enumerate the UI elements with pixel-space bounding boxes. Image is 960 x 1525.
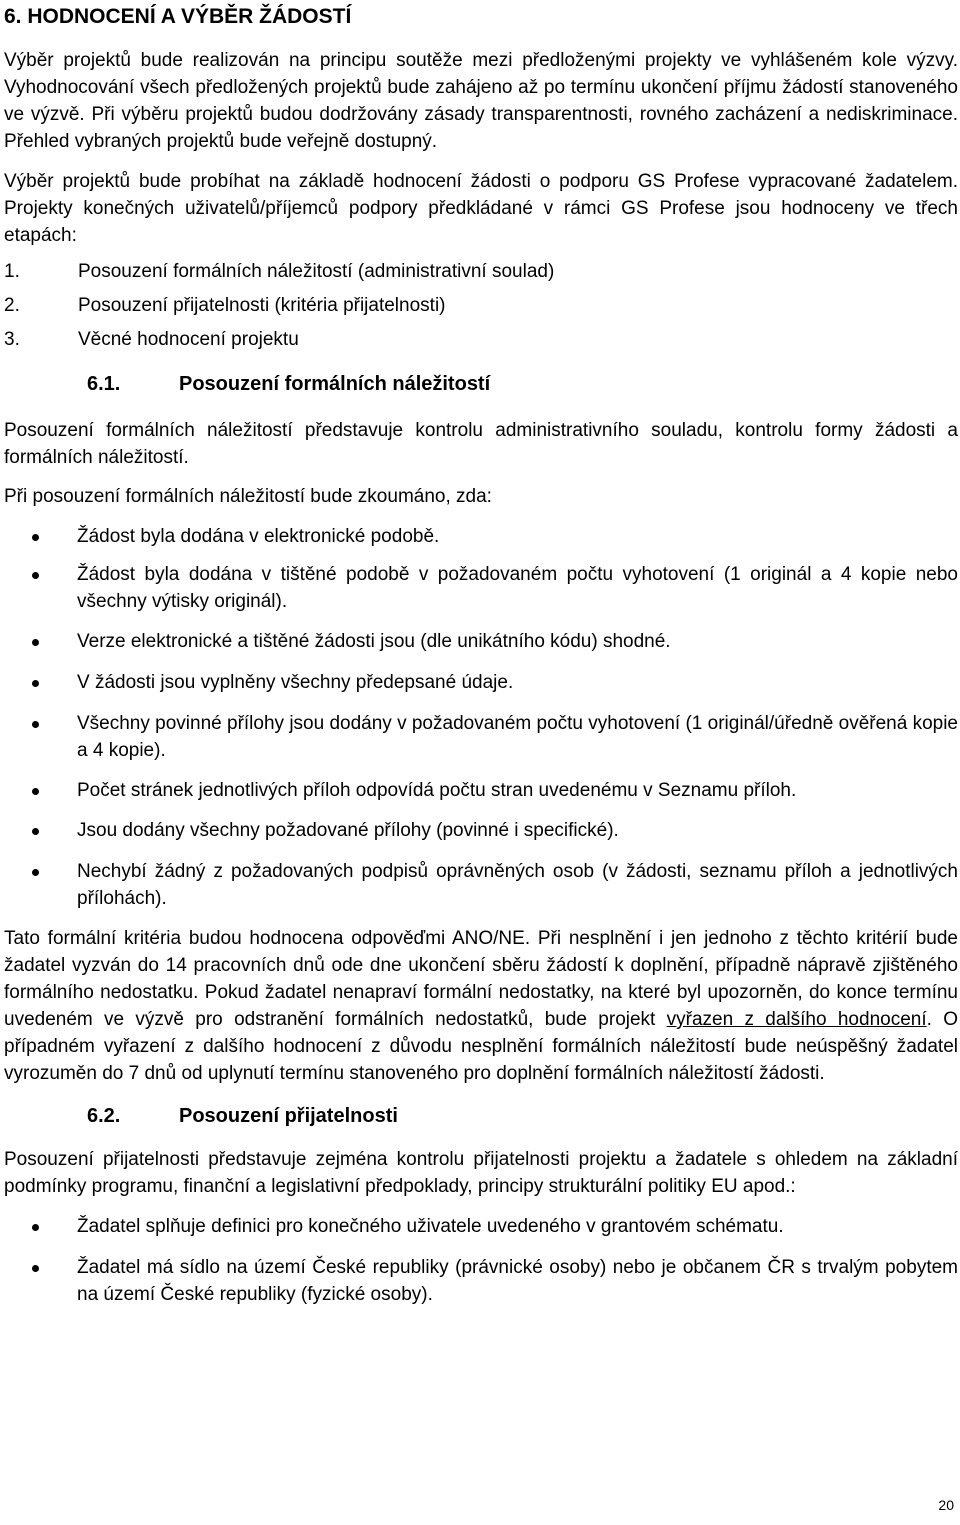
bullet-icon (32, 572, 39, 579)
bullet-icon (32, 639, 39, 646)
stage-number: 1. (4, 261, 20, 282)
bullet-icon (32, 869, 39, 876)
list-item: Všechny povinné přílohy jsou dodány v požadovaném počtu vyhotovení (1 originál/úředně ověřená kopie a 4 kopie). (4, 710, 958, 764)
formal-criteria-list (4, 523, 958, 912)
section-number: 6.2. (87, 1105, 121, 1127)
bullet-icon (32, 680, 39, 687)
document-page (4, 0, 958, 1308)
list-item: Počet stránek jednotlivých příloh odpovídá počtu stran uvedenému v Seznamu příloh. (4, 777, 958, 804)
stages-list (4, 255, 958, 357)
stage-item (4, 289, 958, 323)
page-number: 20 (938, 1497, 954, 1513)
stage-item (4, 255, 958, 289)
list-item: Žadatel splňuje definici pro konečného uživatele uvedeného v grantovém schématu. (4, 1213, 958, 1240)
stage-item (4, 323, 958, 357)
bullet-icon (32, 788, 39, 795)
section-6-1-para1: Posouzení formálních náležitostí představuje kontrolu administrativního souladu, kontrolu formy žádosti a formálních náležitostí. (4, 420, 958, 468)
section-6-2-para1: Posouzení přijatelnosti představuje zejména kontrolu přijatelnosti projektu a žadatele s ohledem na základní podmínky programu, finanční a legislativní předpoklady, principy strukturální politiky EU apod.: (4, 1149, 958, 1197)
selection-paragraph: Výběr projektů bude probíhat na základě hodnocení žádosti o podporu GS Profese vypracované žadatelem. Projekty konečných uživatelů/příjemců podpory předkládané v rámci GS Profese jsou hodnoceny ve třech etapách: (4, 171, 958, 246)
stage-text: Posouzení formálních náležitostí (administrativní soulad) (78, 261, 555, 282)
list-item: Verze elektronické a tištěné žádosti jsou (dle unikátního kódu) shodné. (4, 628, 958, 655)
list-item: Jsou dodány všechny požadované přílohy (povinné i specifické). (4, 817, 958, 844)
stage-text: Posouzení přijatelnosti (kritéria přijatelnosti) (78, 295, 446, 316)
stage-number: 3. (4, 329, 20, 350)
list-item: Žádost byla dodána v elektronické podobě. (4, 523, 958, 550)
stage-text: Věcné hodnocení projektu (78, 329, 299, 350)
chapter-heading: 6. HODNOCENÍ A VÝBĚR ŽÁDOSTÍ (4, 5, 352, 28)
section-title: Posouzení formálních náležitostí (179, 373, 491, 395)
section-number: 6.1. (87, 373, 121, 395)
section-6-1-heading (4, 371, 958, 397)
section-6-2-heading (4, 1103, 958, 1129)
section-title: Posouzení přijatelnosti (179, 1105, 398, 1127)
intro-paragraph: Výběr projektů bude realizován na principu soutěže mezi předloženými projekty ve vyhlášeném kole výzvy. Vyhodnocování všech předložených projektů bude zahájeno až po termínu ukončení příjmu žádostí stanoveného ve výzvě. Při výběru projektů budou dodržovány zásady transparentnosti, rovného zacházení a nediskriminace. Přehled vybraných projektů bude veřejně dostupný. (4, 50, 958, 152)
list-item: Žadatel má sídlo na území České republiky (právnické osoby) nebo je občanem ČR s trvalým pobytem na území České republiky (fyzické osoby). (4, 1254, 958, 1308)
bullet-icon (32, 1265, 39, 1272)
bullet-icon (32, 1224, 39, 1231)
list-item: V žádosti jsou vyplněny všechny předepsané údaje. (4, 669, 958, 696)
eligibility-list (4, 1213, 958, 1308)
underlined-phrase: vyřazen z dalšího hodnocení (666, 1009, 927, 1030)
list-item: Žádost byla dodána v tištěné podobě v požadovaném počtu vyhotovení (1 originál a 4 kopie nebo všechny výtisky originál). (4, 561, 958, 615)
section-6-1-closing: Tato formální kritéria budou hodnocena odpověďmi ANO/NE. Při nesplnění i jen jednoho z těchto kritérií bude žadatel vyzván do 14 pracovních dnů ode dne ukončení sběru žádostí k doplnění, případně nápravě zjištěného formálního nedostatku. Pokud žadatel nenapraví formální nedostatky, na které byl upozorněn, do konce termínu uvedeném ve výzvě pro odstranění formálních nedostatků, bude projekt vyřazen z dalšího hodnocení. O případném vyřazení z dalšího hodnocení z důvodu nesplnění formálních náležitostí bude neúspěšný žadatel vyrozuměn do 7 dnů od uplynutí termínu stanoveného pro doplnění formálních náležitostí žádosti. (4, 928, 958, 1084)
bullet-icon (32, 534, 39, 541)
bullet-icon (32, 721, 39, 728)
bullet-icon (32, 828, 39, 835)
list-item: Nechybí žádný z požadovaných podpisů oprávněných osob (v žádosti, seznamu příloh a jednotlivých přílohách). (4, 858, 958, 912)
stage-number: 2. (4, 295, 20, 316)
section-6-1-para2: Při posouzení formálních náležitostí bude zkoumáno, zda: (4, 486, 492, 507)
